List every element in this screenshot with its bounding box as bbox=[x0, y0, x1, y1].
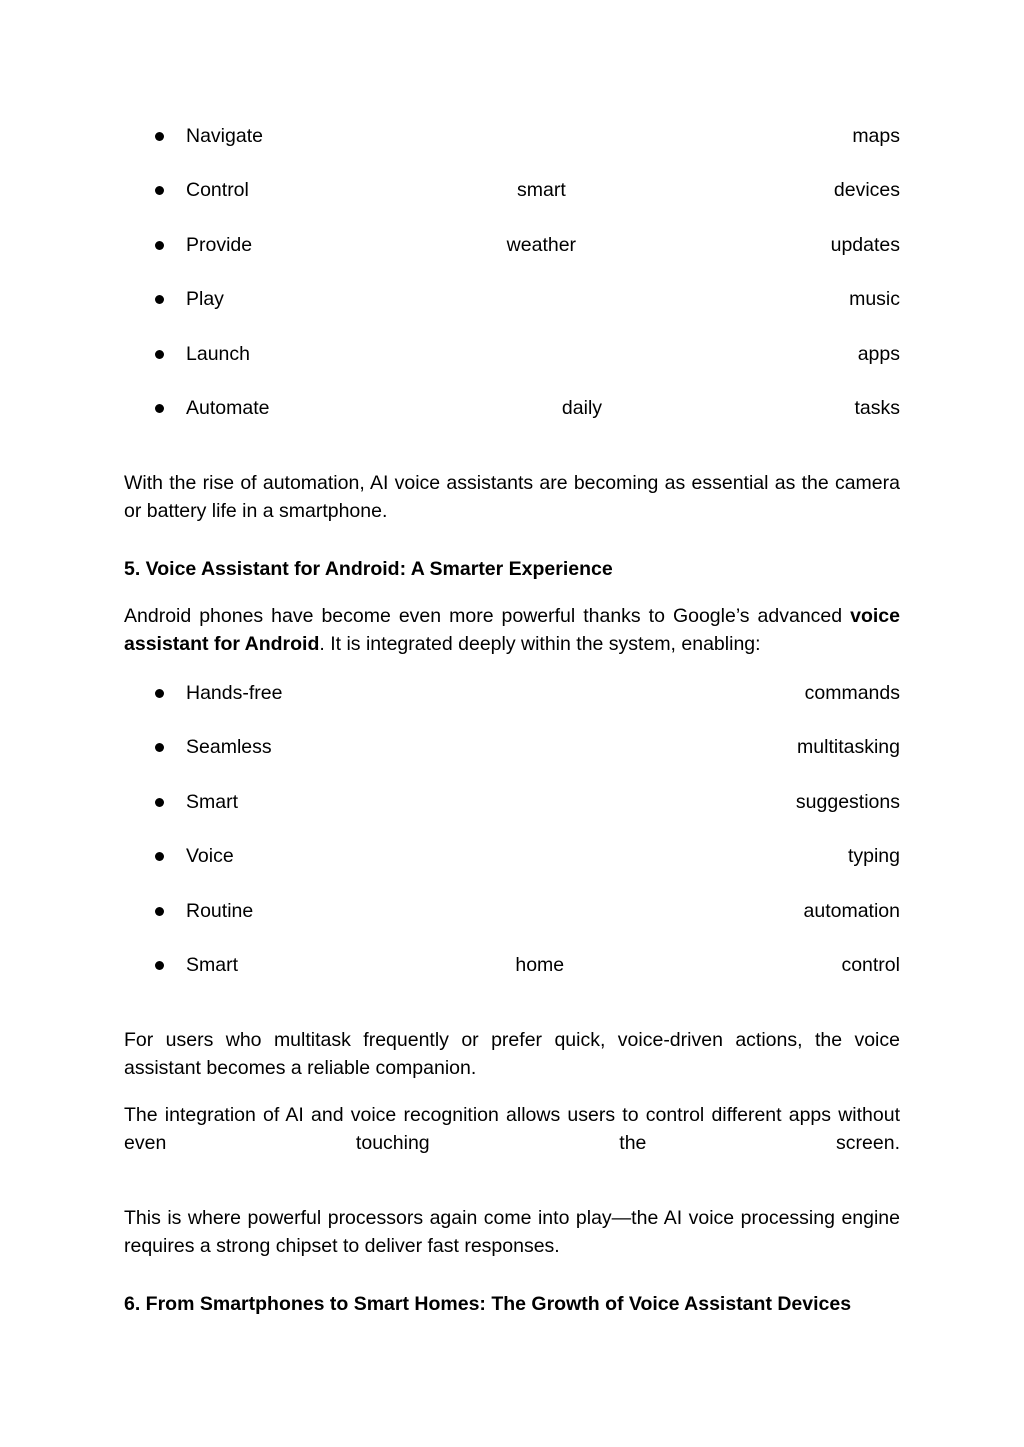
bullet-icon bbox=[155, 743, 164, 752]
paragraph-text: . It is integrated deeply within the system, enabling: bbox=[319, 632, 761, 655]
bullet-icon bbox=[155, 132, 164, 141]
list-word: Smart bbox=[186, 790, 239, 813]
paragraph-integration: The integration of AI and voice recognition allows users to control different apps without even touching the screen. bbox=[124, 1104, 900, 1154]
bullet-icon bbox=[155, 907, 164, 916]
list-item bbox=[155, 679, 900, 707]
list-word: Launch bbox=[186, 342, 250, 365]
list-word: Smart bbox=[186, 953, 239, 976]
paragraph-processors: This is where powerful processors again come into play—the AI voice processing engine requires a strong chipset to deliver fast responses. bbox=[124, 1207, 900, 1257]
list-word: Automate bbox=[186, 396, 270, 419]
list-word: maps bbox=[852, 124, 900, 147]
bullet-icon bbox=[155, 689, 164, 698]
paragraph-multitask: For users who multitask frequently or prefer quick, voice-driven actions, the voice assistant becomes a reliable companion. bbox=[124, 1029, 900, 1079]
paragraph-automation: With the rise of automation, AI voice assistants are becoming as essential as the camera or battery life in a smartphone. bbox=[124, 472, 900, 522]
section-heading-6: 6. From Smartphones to Smart Homes: The Growth of Voice Assistant Devices bbox=[124, 1293, 852, 1315]
list-word: music bbox=[849, 287, 900, 310]
bullet-icon bbox=[155, 961, 164, 970]
list-word: Navigate bbox=[186, 124, 263, 147]
bullet-icon bbox=[155, 186, 164, 195]
list-word: Seamless bbox=[186, 735, 272, 758]
list-item bbox=[155, 897, 900, 925]
list-item bbox=[155, 951, 900, 979]
list-item bbox=[155, 788, 900, 816]
list-item bbox=[155, 285, 900, 313]
list-word: Routine bbox=[186, 899, 254, 922]
bullet-icon bbox=[155, 404, 164, 413]
list-item bbox=[155, 122, 900, 150]
bullet-icon bbox=[155, 295, 164, 304]
list-word: apps bbox=[857, 342, 900, 365]
list-item bbox=[155, 394, 900, 422]
bullet-icon bbox=[155, 241, 164, 250]
list-word: smart bbox=[517, 178, 566, 201]
list-word: Play bbox=[186, 287, 224, 310]
section-heading-5: 5. Voice Assistant for Android: A Smarter Experience bbox=[124, 558, 613, 580]
list-word: weather bbox=[506, 233, 577, 256]
list-item bbox=[155, 842, 900, 870]
list-word: updates bbox=[830, 233, 900, 256]
list-item bbox=[155, 231, 900, 259]
bullet-icon bbox=[155, 350, 164, 359]
bullet-icon bbox=[155, 852, 164, 861]
list-word: daily bbox=[561, 396, 603, 419]
list-word: Control bbox=[186, 178, 249, 201]
list-item bbox=[155, 340, 900, 368]
list-word: devices bbox=[833, 178, 900, 201]
list-word: automation bbox=[803, 899, 900, 922]
list-word: Hands-free bbox=[186, 681, 283, 704]
paragraph-text: Android phones have become even more powerful thanks to Google’s advanced bbox=[124, 605, 851, 627]
list-word: commands bbox=[804, 681, 900, 704]
list-item bbox=[155, 176, 900, 204]
list-word: suggestions bbox=[795, 790, 900, 813]
paragraph-android-intro bbox=[124, 603, 900, 658]
bold-phrase: voice assistant for Android bbox=[124, 605, 900, 655]
list-word: Provide bbox=[186, 233, 253, 256]
list-word: typing bbox=[847, 844, 900, 867]
list-word: home bbox=[515, 953, 565, 976]
bullet-icon bbox=[155, 798, 164, 807]
list-word: tasks bbox=[854, 396, 900, 419]
list-word: control bbox=[841, 953, 900, 976]
list-word: Voice bbox=[186, 844, 234, 867]
list-item bbox=[155, 733, 900, 761]
list-word: multitasking bbox=[797, 735, 900, 758]
